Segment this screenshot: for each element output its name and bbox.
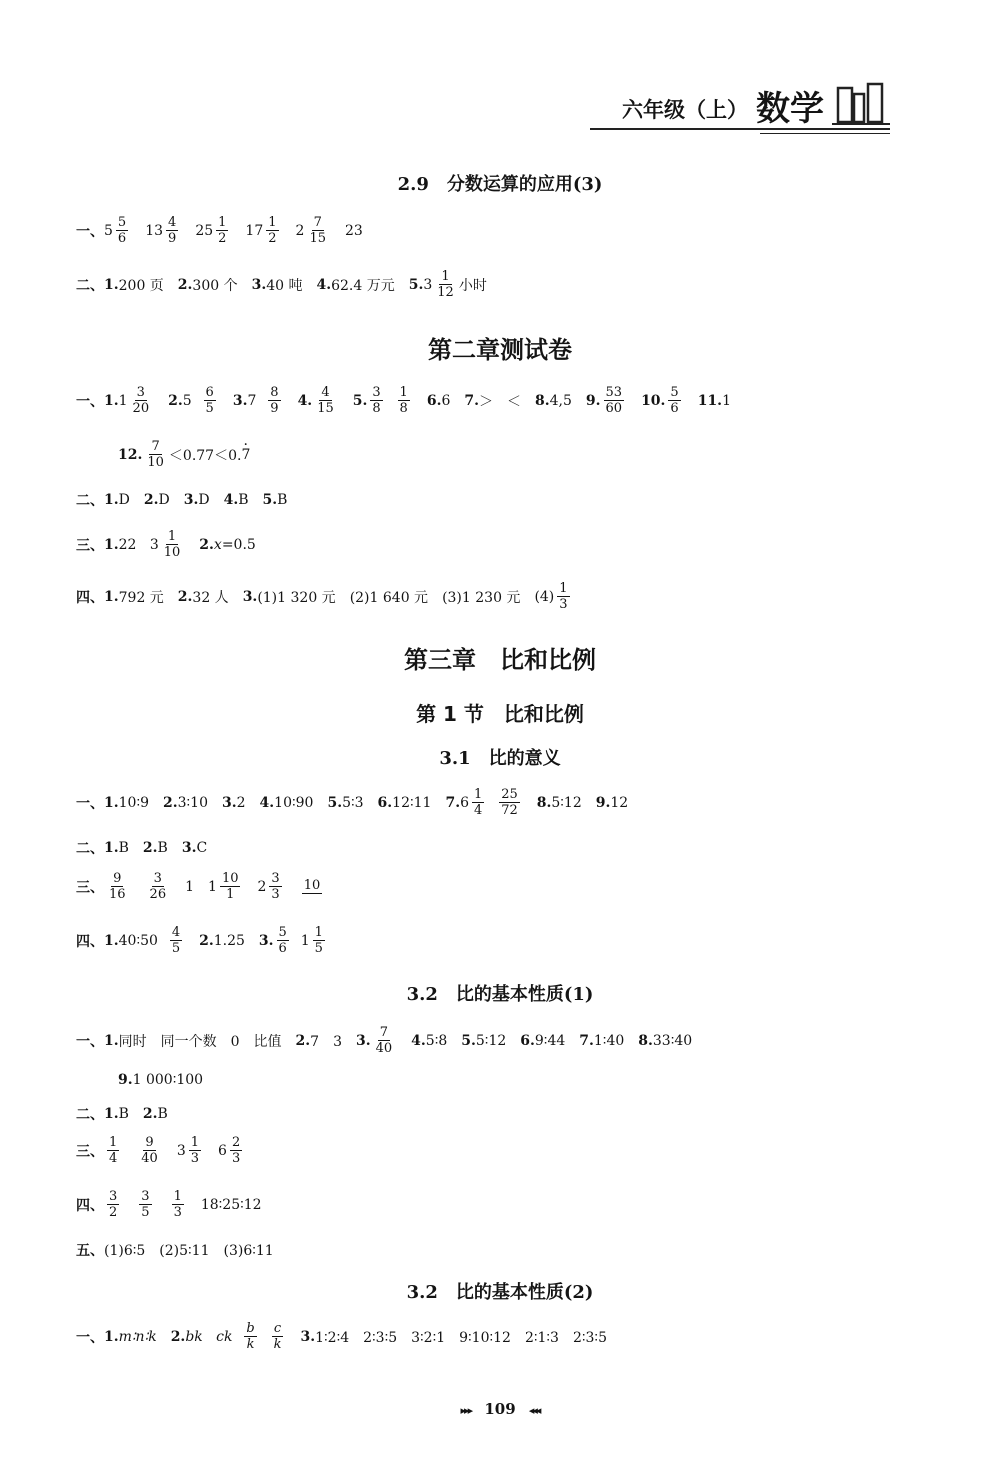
- arrows-left-icon: ◂◂◂: [528, 1404, 540, 1417]
- answer-line: 二、 1. B 2. B: [76, 1106, 168, 1123]
- question-group-label: 二、: [76, 1107, 104, 1123]
- question-group-label: 三、: [76, 537, 104, 554]
- answer-line: 四、 1. 40∶50 $\frac{4}{5}$ 2. 1.25 3. $\frac{5}{6}$ 1 $\frac{1}{5}$: [76, 925, 323, 956]
- question-group-label: 三、: [76, 1143, 104, 1160]
- question-group-label: 四、: [76, 1197, 104, 1214]
- answer-line: 9. 1 000∶100: [118, 1072, 204, 1088]
- question-group-label: 一、: [76, 795, 104, 812]
- section-title-3-2-1: 3.2 比的基本性质(1): [406, 984, 594, 1005]
- books-icon: [832, 82, 890, 128]
- answer-line: 12. $\frac{7}{10}$ ＜0.77＜0. 7 ·: [118, 440, 250, 469]
- answer-line: 二、 1. 200 页 2. 300 个 3. 40 吨 4. 62.4 万元 5. 3 $\frac{1}{12}$ 小时: [76, 269, 487, 300]
- chapter-test-title: 第二章测试卷: [428, 336, 572, 364]
- answer-line: 一、 1. 同时 同一个数 0 比值 2. 7 3 3. $\frac{7}{40}$ 4. 5∶8 5. 5∶12 6. 9∶44 7. 1∶40 8. 33∶40: [76, 1025, 693, 1056]
- page-footer: [0, 1400, 1000, 1418]
- answer-line: 二、 1. B 2. B 3. C: [76, 840, 208, 857]
- chapter-title: 第三章 比和比例: [404, 646, 596, 674]
- answer-line: 二、 1. D 2. D 3. D 4. B 5. B: [76, 492, 288, 509]
- header-rule: [590, 128, 890, 130]
- answer-line: 三、 $\frac{1}{4}$ $\frac{9}{40}$ 3 $\frac{1}{3}$ 6 $\frac{2}{3}$: [76, 1135, 241, 1166]
- answer-item: 23: [345, 222, 363, 239]
- answer-line: [76, 216, 377, 245]
- section-title-3-1: 3.1 比的意义: [439, 748, 561, 769]
- question-group-label: 二、: [76, 841, 104, 857]
- answer-line: 四、 1. 792 元 2. 32 人 3. (1)1 320 元 (2)1 640 元 (3)1 230 元 (4) $\frac{1}{3}$: [76, 581, 568, 612]
- question-group-label: 二、: [76, 493, 104, 509]
- answer-line: 三、 1. 22 3 $\frac{1}{10}$ 2. x =0.5: [76, 529, 256, 560]
- section-title-3-2-2: 3.2 比的基本性质(2): [406, 1282, 594, 1303]
- header-rule-thin: [760, 133, 890, 134]
- answer-item: 17 $\frac{1}{2}$: [245, 215, 277, 246]
- answer-line: 四、 $\frac{3}{2}$ $\frac{3}{5}$ $\frac{1}{3}$ 18∶25∶12: [76, 1189, 262, 1220]
- question-group-label: 一、: [76, 1329, 104, 1346]
- question-group-label: 一、: [76, 223, 104, 240]
- answer-line: 一、 1. 10∶9 2. 3∶10 3. 2 4. 10∶90 5. 5∶3 6. 12∶11 7. 6 $\frac{1}{4}$ $\frac{25}{72}$ 8. 5∶12 9. 12: [76, 787, 629, 818]
- answer-item: 5 $\frac{5}{6}$: [104, 215, 127, 246]
- answer-line: 三、 $\frac{9}{16}$ $\frac{3}{26}$ 1 1 $\frac{10}{1}$ 2 $\frac{3}{3}$ 10: [76, 871, 321, 902]
- answer-item: 2 $\frac{7}{15}$: [295, 215, 326, 246]
- question-group-label: 五、: [76, 1243, 104, 1259]
- section-title-2-9: 2.9 分数运算的应用(3): [397, 174, 603, 195]
- answer-item: 25 $\frac{1}{2}$: [195, 215, 227, 246]
- grade-label: 六年级（上）: [622, 98, 748, 122]
- question-group-label: 一、: [76, 393, 104, 410]
- question-group-label: 一、: [76, 1033, 104, 1050]
- question-group-label: 四、: [76, 933, 104, 950]
- answer-line: 五、 (1)6∶5 (2)5∶11 (3)6∶11: [76, 1240, 274, 1260]
- section-heading: 第 1 节 比和比例: [416, 702, 584, 726]
- subject-title: 数学: [756, 89, 824, 129]
- answer-line: 一、 1. m∶n∶k 2. bk ck $\frac{b}{k}$ $\frac{c}{k}$ 3. 1∶2∶4 2∶3∶5 3∶2∶1 9∶10∶12 2∶1∶3 2∶3∶5: [76, 1321, 607, 1352]
- answer-item: 13 $\frac{4}{9}$: [145, 215, 177, 246]
- answer-line: 一、 1. 1 $\frac{3}{20}$ 2. 5 $\frac{6}{5}$ 3. 7 $\frac{8}{9}$ 4. $\frac{4}{15}$ 5. $\frac{3}{8}$ $\frac{1}{8}$ 6. 6 7. ＞ ＜ 8. 4,5 9. $\frac{53}{60}$ 10. $\frac{5}{6}$ 11. 1: [76, 385, 731, 416]
- question-group-label: 三、: [76, 879, 104, 896]
- page-number: 109: [484, 1400, 516, 1418]
- question-group-label: 二、: [76, 277, 104, 294]
- question-group-label: 四、: [76, 589, 104, 606]
- arrows-right-icon: ▸▸▸: [460, 1404, 472, 1417]
